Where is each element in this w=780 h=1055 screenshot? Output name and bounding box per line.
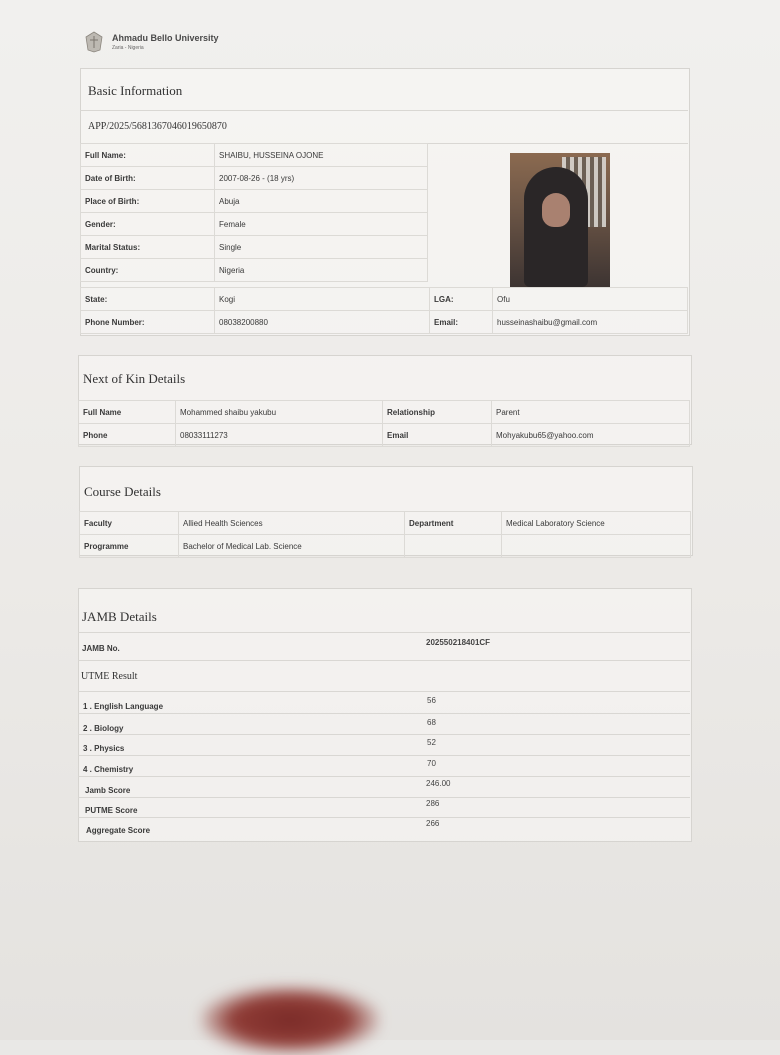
putme-score-label: PUTME Score [85, 806, 138, 815]
putme-score-value: 286 [426, 799, 440, 808]
table-row [81, 311, 688, 334]
divider [78, 776, 690, 777]
department-label: Department [405, 512, 502, 535]
country-label: Country: [81, 259, 215, 282]
divider [78, 755, 690, 756]
university-crest-icon [82, 30, 106, 54]
programme-label: Programme [80, 535, 179, 558]
kin-email-label: Email [383, 424, 492, 447]
divider [78, 632, 690, 633]
state-value: Kogi [215, 288, 430, 311]
table-row [80, 512, 691, 535]
kin-name-label: Full Name [79, 401, 176, 424]
dob-value: 2007-08-26 - (18 yrs) [215, 167, 428, 190]
jamb-section [78, 588, 692, 842]
subject-physics-label: 3 . Physics [83, 744, 125, 753]
programme-value: Bachelor of Medical Lab. Science [179, 535, 405, 558]
phone-value: 08038200880 [215, 311, 430, 334]
jamb-no-value: 202550218401CF [426, 638, 491, 647]
table-row [81, 190, 428, 213]
course-table [79, 511, 691, 558]
marital-value: Single [215, 236, 428, 259]
university-name: Ahmadu Bello University [112, 32, 219, 43]
pob-value: Abuja [215, 190, 428, 213]
divider [78, 817, 690, 818]
jamb-score-value: 246.00 [426, 779, 451, 788]
subject-chemistry-label: 4 . Chemistry [83, 765, 134, 774]
faculty-label: Faculty [80, 512, 179, 535]
aggregate-score-label: Aggregate Score [86, 826, 151, 835]
table-row [81, 213, 428, 236]
marital-label: Marital Status: [81, 236, 215, 259]
table-row [81, 288, 688, 311]
jamb-score-label: Jamb Score [85, 786, 131, 795]
subject-chemistry-score: 70 [427, 759, 436, 768]
subject-biology-label: 2 . Biology [83, 724, 124, 733]
finger-shadow [200, 985, 380, 1055]
subject-english-label: 1 . English Language [83, 702, 164, 711]
divider [78, 734, 690, 735]
lga-label: LGA: [430, 288, 493, 311]
applicant-photo [510, 153, 610, 287]
application-number: APP/2025/5681367046019650870 [88, 121, 227, 132]
utme-title: UTME Result [81, 671, 138, 682]
kin-email-value: Mohyakubu65@yahoo.com [492, 424, 690, 447]
table-row [81, 167, 428, 190]
empty-cell [405, 535, 502, 558]
contact-table [80, 287, 688, 334]
divider [78, 660, 690, 661]
lga-value: Ofu [493, 288, 688, 311]
subject-physics-score: 52 [427, 738, 436, 747]
email-value: husseinashaibu@gmail.com [493, 311, 688, 334]
empty-cell [502, 535, 691, 558]
full-name-value: SHAIBU, HUSSEINA OJONE [215, 144, 428, 167]
jamb-no-label: JAMB No. [82, 644, 120, 653]
email-label: Email: [430, 311, 493, 334]
kin-phone-label: Phone [79, 424, 176, 447]
table-row [81, 144, 428, 167]
table-row [79, 401, 690, 424]
divider [78, 713, 690, 714]
university-header [82, 30, 219, 54]
table-row [79, 424, 690, 447]
state-label: State: [81, 288, 215, 311]
subject-biology-score: 68 [427, 718, 436, 727]
divider [78, 691, 690, 692]
pob-label: Place of Birth: [81, 190, 215, 213]
photo-face [542, 193, 570, 227]
kin-phone-value: 08033111273 [176, 424, 383, 447]
basic-info-title: Basic Information [88, 83, 183, 98]
photo-subject [524, 167, 588, 287]
jamb-title: JAMB Details [82, 609, 157, 624]
full-name-label: Full Name: [81, 144, 215, 167]
table-row [81, 236, 428, 259]
kin-rel-value: Parent [492, 401, 690, 424]
kin-title: Next of Kin Details [83, 371, 186, 386]
subject-english-score: 56 [427, 696, 436, 705]
department-value: Medical Laboratory Science [502, 512, 691, 535]
course-title: Course Details [84, 484, 161, 499]
aggregate-score-value: 266 [426, 819, 440, 828]
kin-table [78, 400, 690, 447]
divider [78, 797, 690, 798]
faculty-value: Allied Health Sciences [179, 512, 405, 535]
kin-name-value: Mohammed shaibu yakubu [176, 401, 383, 424]
phone-label: Phone Number: [81, 311, 215, 334]
dob-label: Date of Birth: [81, 167, 215, 190]
table-row [80, 535, 691, 558]
table-row [81, 259, 428, 282]
country-value: Nigeria [215, 259, 428, 282]
university-location: Zaria - Nigeria [112, 44, 144, 51]
basic-info-table [80, 143, 428, 282]
gender-label: Gender: [81, 213, 215, 236]
kin-rel-label: Relationship [383, 401, 492, 424]
divider [80, 110, 688, 111]
gender-value: Female [215, 213, 428, 236]
